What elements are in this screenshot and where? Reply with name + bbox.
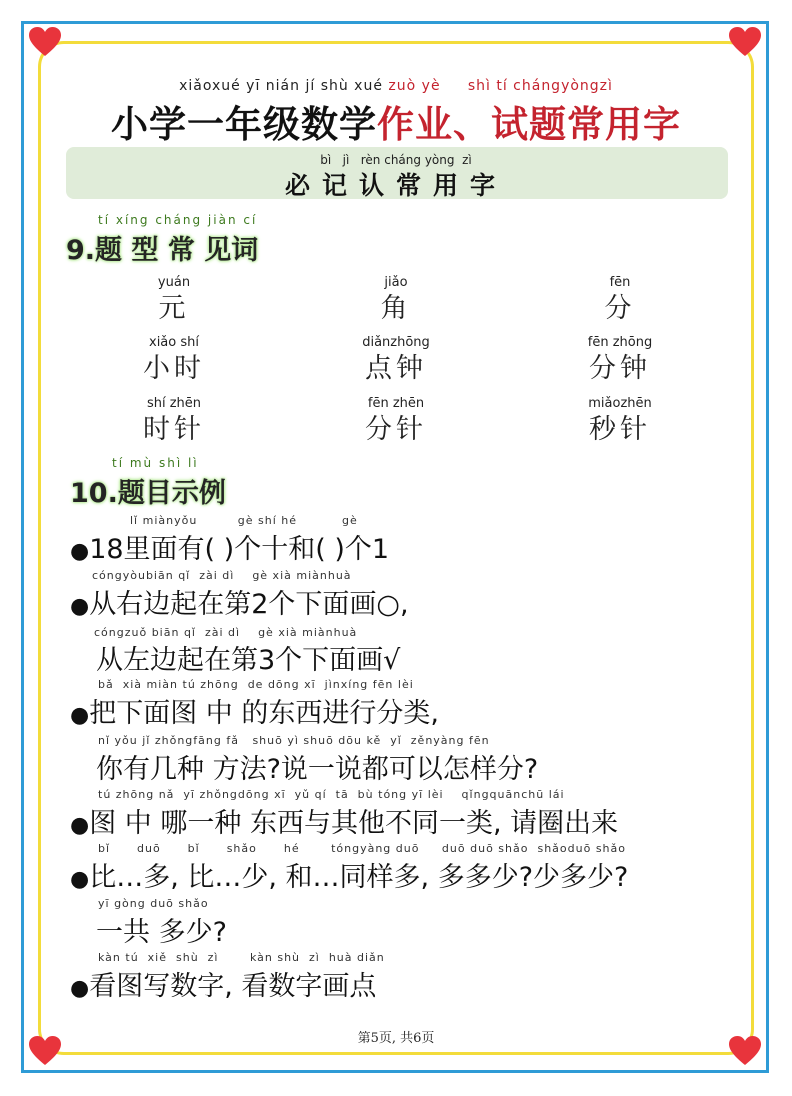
example-text: 18里面有( )个十和( )个1 <box>89 534 390 565</box>
vocab-item <box>54 334 294 386</box>
section10-heading: 10.题目示例 <box>70 478 226 509</box>
section9-pinyin: tí xíng cháng jiàn cí <box>98 213 258 227</box>
vocab-word: 点钟 <box>365 353 427 384</box>
vocab-pinyin: yuán <box>157 275 191 290</box>
bullet-icon: ● <box>70 594 90 619</box>
example-line <box>70 801 618 840</box>
example-line <box>70 582 409 621</box>
bullet-icon: ● <box>70 703 90 728</box>
vocab-item <box>54 274 294 326</box>
example-text: 把下面图 中 的东西进行分类, <box>89 698 439 729</box>
vocab-pinyin: xiǎo shí <box>149 335 199 350</box>
section10-pinyin: tí mù shì lì <box>112 456 199 470</box>
title-black-part: 小学一年级数学 <box>111 102 377 146</box>
vocab-pinyin: miǎozhēn <box>588 396 652 411</box>
vocab-item <box>276 334 516 386</box>
example-text: 你有几种 方法?说一说都可以怎样分? <box>96 754 539 785</box>
vocab-word: 分钟 <box>589 353 651 384</box>
example-text: 一共 多少? <box>96 917 227 948</box>
vocab-item <box>276 395 516 447</box>
title-pinyin-black: xiǎoxué yī nián jí shù xué <box>179 78 383 94</box>
title-pinyin <box>0 78 792 94</box>
vocab-item <box>500 274 740 326</box>
vocab-pinyin: fēn zhēn <box>367 396 425 411</box>
page-footer: 第5页, 共6页 <box>357 1031 435 1046</box>
example-pinyin: lǐ miànyǒu gè shí hé gè <box>130 514 358 527</box>
vocab-pinyin: shí zhēn <box>146 396 202 411</box>
page-title <box>0 94 792 148</box>
title-pinyin-red-1: zuò yè <box>388 78 441 94</box>
section9-heading: 9.题 型 常 见词 <box>66 235 259 266</box>
example-text: 从右边起在第2个下面画○, <box>89 589 409 620</box>
example-pinyin: tú zhōng nǎ yī zhǒngdōng xī yǔ qí tā bù tóng yī lèi qǐngquānchū lái <box>98 788 565 801</box>
example-text: 比…多, 比…少, 和…同样多, 多多少?少多少? <box>89 862 629 893</box>
example-pinyin: yī gòng duō shǎo <box>98 897 209 910</box>
example-line <box>70 855 628 894</box>
bullet-icon: ● <box>70 813 90 838</box>
example-line <box>70 691 439 730</box>
vocab-pinyin: jiǎo <box>384 275 408 290</box>
vocab-word: 分针 <box>365 414 427 445</box>
bullet-icon: ● <box>70 976 90 1001</box>
title-red-part: 作业、试题常用字 <box>377 102 681 146</box>
example-line <box>96 910 227 949</box>
example-pinyin: cóngyòubiān qǐ zài dì gè xià miànhuà <box>92 569 352 582</box>
heart-icon <box>28 26 62 58</box>
vocab-item <box>500 334 740 386</box>
example-pinyin: kàn tú xiě shù zì kàn shù zì huà diǎn <box>98 951 385 964</box>
vocab-word: 时针 <box>143 414 205 445</box>
vocab-pinyin: diǎnzhōng <box>362 335 430 350</box>
banner-title: 必记认常用字 <box>284 171 507 200</box>
example-pinyin: bǐ duō bǐ shǎo hé tóngyàng duō duō duō shǎo shǎoduō shǎo <box>98 842 626 855</box>
example-pinyin: nǐ yǒu jǐ zhǒngfāng fǎ shuō yì shuō dōu kě yǐ zěnyàng fēn <box>98 734 490 747</box>
example-line <box>96 747 538 786</box>
vocab-pinyin: fēn zhōng <box>587 335 653 350</box>
example-pinyin: bǎ xià miàn tú zhōng de dōng xī jìnxíng fēn lèi <box>98 678 414 691</box>
example-text: 从左边起在第3个下面画√ <box>96 645 401 676</box>
example-line <box>70 964 376 1003</box>
banner-pinyin: bì jì rèn cháng yòng zì <box>320 153 472 167</box>
example-text: 看图写数字, 看数字画点 <box>89 971 377 1002</box>
vocab-word: 分 <box>604 293 636 324</box>
vocab-word: 小时 <box>143 353 205 384</box>
title-pinyin-red-2: shì tí chángyòngzì <box>467 78 613 94</box>
vocab-word: 角 <box>380 293 412 324</box>
vocab-item <box>54 395 294 447</box>
vocab-item <box>500 395 740 447</box>
example-line <box>96 638 400 677</box>
bullet-icon: ● <box>70 867 90 892</box>
example-line <box>70 527 389 566</box>
heart-icon <box>728 26 762 58</box>
example-pinyin: cóngzuǒ biān qǐ zài dì gè xià miànhuà <box>94 626 358 639</box>
vocab-pinyin: fēn <box>609 275 631 290</box>
bullet-icon: ● <box>70 539 90 564</box>
vocab-word: 秒针 <box>589 414 651 445</box>
example-text: 图 中 哪一种 东西与其他不同一类, 请圈出来 <box>89 808 619 839</box>
vocab-word: 元 <box>158 293 190 324</box>
vocab-item <box>276 274 516 326</box>
